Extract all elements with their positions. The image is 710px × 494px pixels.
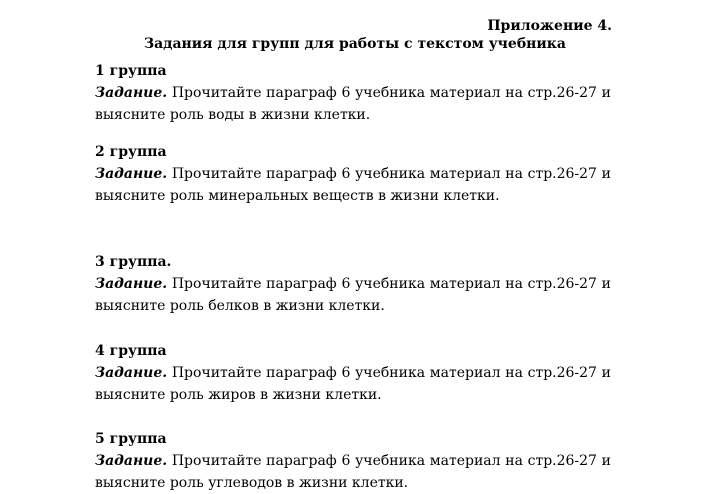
task-label: Задание. — [95, 453, 168, 469]
group-heading: 5 группа — [95, 431, 167, 447]
task-text: Прочитайте параграф 6 учебника материал на стр.26-27 и выясните роль белков в жизни клетки. — [95, 276, 611, 314]
task-text: Прочитайте параграф 6 учебника материал на стр.26-27 и выясните роль жиров в жизни клетки. — [95, 365, 611, 403]
task-text: Прочитайте параграф 6 учебника материал на стр.26-27 и выясните роль минеральных веществ в жизни клетки. — [95, 166, 611, 204]
group-block-5 — [95, 428, 611, 494]
task-label: Задание. — [95, 365, 168, 381]
task-label: Задание. — [95, 166, 168, 182]
group-heading: 2 группа — [95, 144, 167, 160]
task-paragraph — [95, 362, 611, 406]
task-paragraph — [95, 450, 611, 494]
task-label: Задание. — [95, 85, 168, 101]
group-block-4 — [95, 340, 611, 406]
task-text: Прочитайте параграф 6 учебника материал на стр.26-27 и выясните роль воды в жизни клетки. — [95, 85, 611, 123]
task-text: Прочитайте параграф 6 учебника материал на стр.26-27 и выясните роль углеводов в жизни клетки. — [95, 453, 611, 491]
group-heading: 4 группа — [95, 343, 167, 359]
task-paragraph — [95, 273, 611, 317]
task-paragraph — [95, 82, 611, 126]
group-block-3 — [95, 251, 611, 317]
group-block-2 — [95, 141, 611, 207]
group-heading: 1 группа — [95, 63, 167, 79]
document-title: Задания для групп для работы с текстом учебника — [143, 36, 566, 52]
appendix-label: Приложение 4. — [487, 18, 612, 34]
task-paragraph — [95, 163, 611, 207]
group-heading: 3 группа. — [95, 254, 172, 270]
group-block-1 — [95, 60, 611, 126]
task-label: Задание. — [95, 276, 168, 292]
